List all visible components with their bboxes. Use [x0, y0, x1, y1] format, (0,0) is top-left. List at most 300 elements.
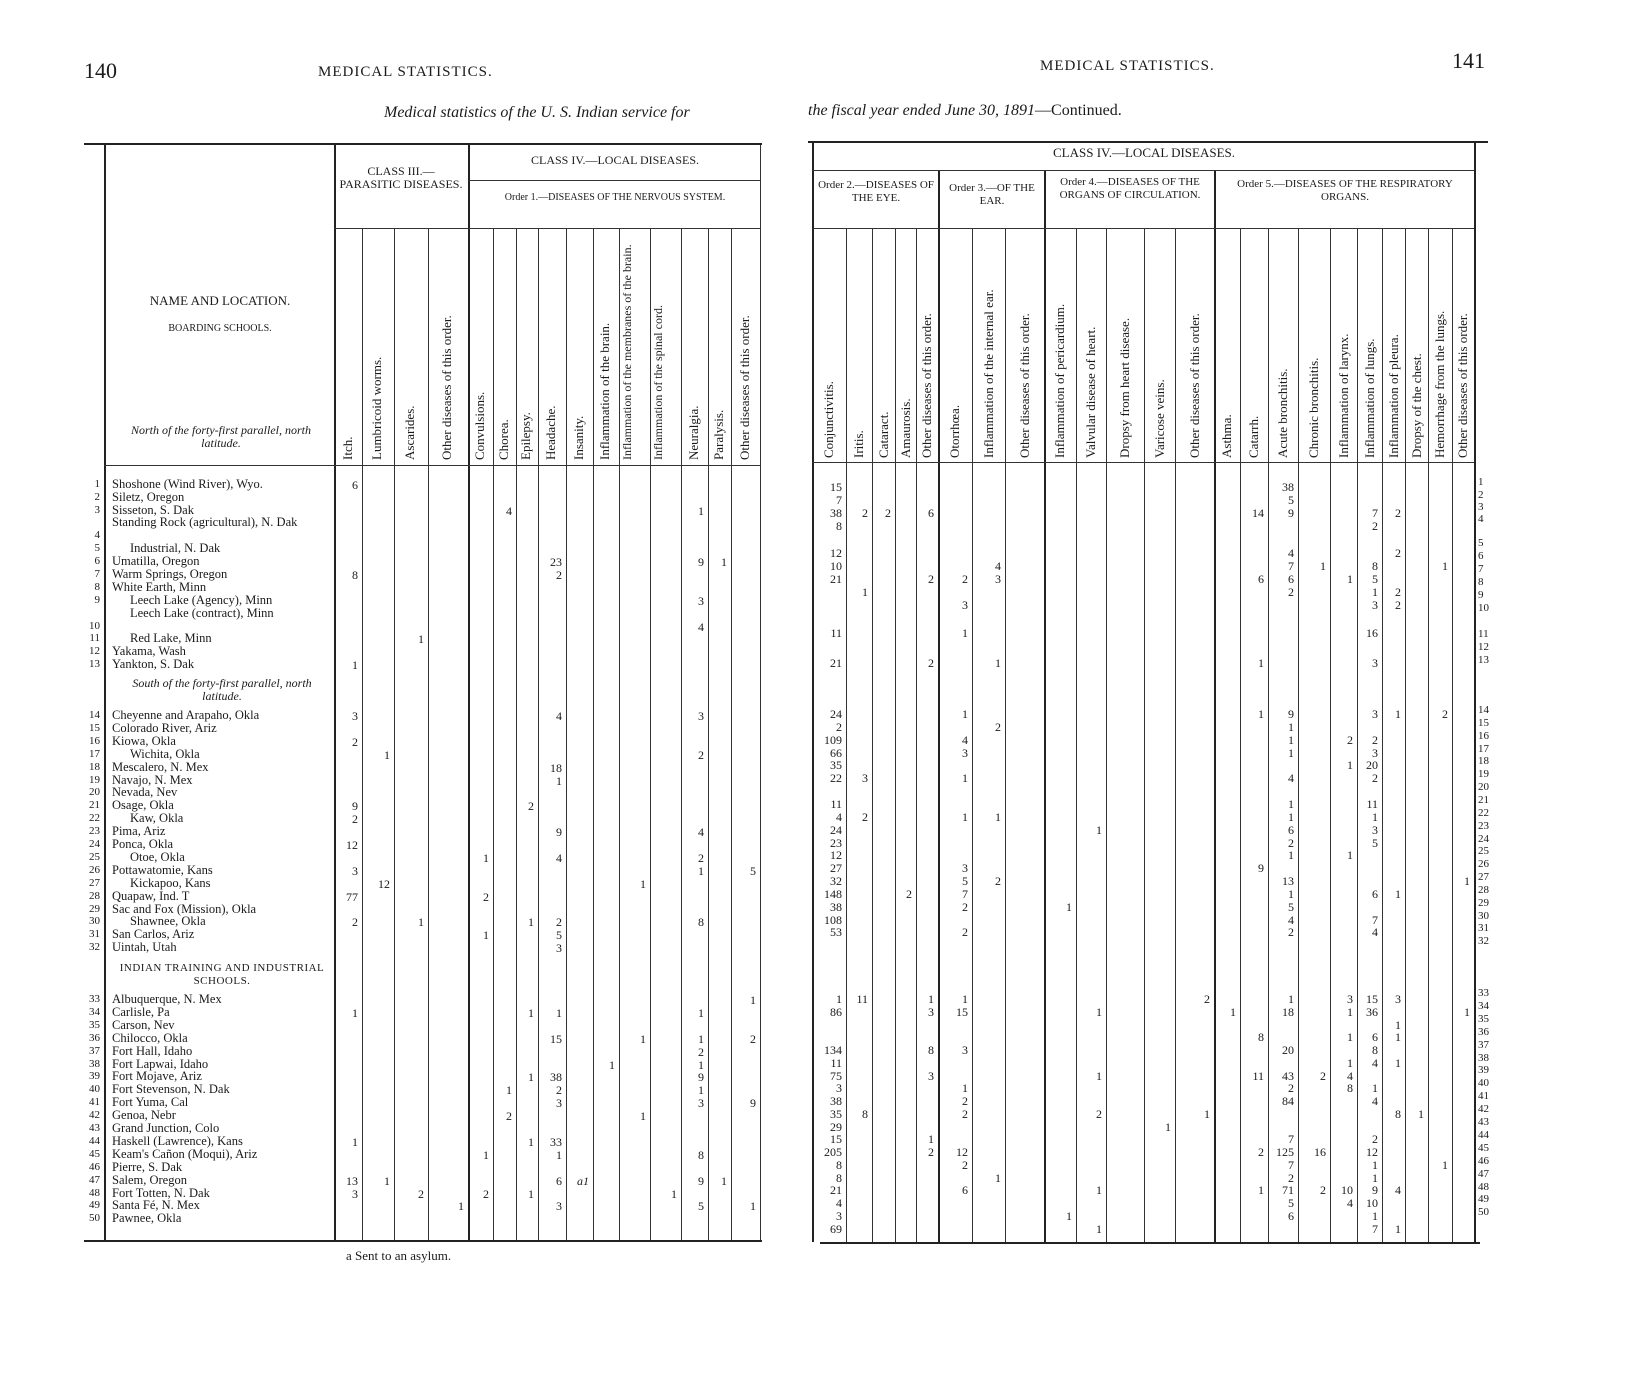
footnote: a Sent to an asylum.	[346, 1248, 452, 1263]
data-cell: 1	[962, 1081, 968, 1096]
data-cell: 15	[830, 480, 842, 494]
data-cell: 2	[995, 719, 1001, 734]
right-row-number: 27	[1478, 871, 1489, 884]
boarding-schools-heading: BOARDING SCHOOLS.	[168, 323, 272, 334]
right-row-number: 44	[1478, 1128, 1489, 1141]
left-column-header: Itch.	[340, 436, 355, 460]
data-cell: 18	[1282, 1004, 1294, 1019]
right-row-number: 39	[1478, 1064, 1489, 1077]
data-cell: 4	[1347, 1068, 1353, 1083]
left-column-header: Inflammation of the membranes of the brain.	[620, 244, 634, 460]
right-row-number: 15	[1478, 716, 1489, 729]
data-cell: 1	[721, 555, 727, 569]
data-cell: 8	[836, 1157, 842, 1172]
right-row-number: 25	[1478, 845, 1489, 858]
right-row-number: 48	[1478, 1180, 1489, 1193]
data-cell: 66	[830, 745, 842, 760]
left-page-number: 140	[84, 58, 117, 83]
data-cell: 29	[830, 1119, 842, 1134]
data-cell: 1	[750, 993, 756, 1007]
data-cell: 1	[640, 876, 646, 891]
school-name: Fort Hall, Idaho	[112, 1043, 193, 1058]
right-row-number: 14	[1478, 704, 1489, 716]
row-number: 10	[89, 620, 100, 632]
data-cell: 20	[1366, 758, 1378, 773]
row-number: 18	[89, 760, 100, 773]
data-cell: 2	[1258, 1145, 1264, 1159]
row-number: 6	[94, 555, 100, 567]
data-cell: 3	[1372, 707, 1378, 721]
left-column-header: Inflammation of the brain.	[597, 322, 612, 460]
right-row-number: 20	[1478, 781, 1489, 794]
data-cell: 2	[556, 1083, 562, 1098]
data-cell: 3	[836, 1081, 842, 1096]
right-row-number: 21	[1478, 793, 1489, 806]
data-cell: 4	[556, 850, 562, 865]
data-cell: 1	[1372, 809, 1378, 824]
school-name: Standing Rock (agricultural), N. Dak	[112, 515, 298, 529]
right-row-number: 36	[1478, 1025, 1489, 1038]
data-cell: 1	[1347, 1055, 1353, 1070]
data-cell: 9	[698, 555, 704, 569]
data-cell: 2	[1442, 707, 1448, 721]
right-column-header: Chronic bronchitis.	[1306, 357, 1321, 458]
data-cell: 2	[836, 719, 842, 734]
data-cell: 4	[1288, 912, 1294, 927]
left-column-header: Other diseases of this order.	[736, 315, 752, 460]
right-row-number: 32	[1478, 935, 1489, 948]
data-cell: 1	[1258, 707, 1264, 721]
school-name: Uintah, Utah	[112, 940, 177, 955]
data-cell: 4	[698, 620, 704, 634]
right-row-number: 30	[1478, 909, 1489, 922]
data-cell: 2	[1320, 1068, 1326, 1083]
school-name: Fort Totten, N. Dak	[112, 1185, 210, 1200]
data-cell: 2	[528, 799, 534, 814]
data-cell: 1	[483, 1147, 489, 1162]
right-row-number: 5	[1478, 537, 1484, 549]
row-number: 17	[89, 747, 100, 760]
data-cell: 11	[1252, 1068, 1264, 1083]
order4-heading: Order 4.—DISEASES OF THE ORGANS OF CIRCULATION.	[1059, 176, 1201, 201]
data-cell: 71	[1282, 1183, 1294, 1198]
school-name: Leech Lake (Agency), Minn	[130, 593, 273, 607]
data-cell: 3	[352, 1186, 358, 1201]
data-cell: 3	[352, 863, 358, 878]
data-cell: 9	[750, 1096, 756, 1111]
data-cell: 3	[1372, 598, 1378, 612]
data-cell: 2	[483, 1186, 489, 1201]
data-cell: 3	[556, 1199, 562, 1214]
row-number: 36	[89, 1031, 100, 1044]
school-name: Santa Fé, N. Mex	[112, 1198, 200, 1213]
data-cell: 6	[352, 478, 358, 492]
data-cell: 9	[1258, 861, 1264, 876]
right-row-number: 9	[1478, 589, 1484, 601]
data-cell: 3	[1372, 745, 1378, 760]
class3-heading: CLASS III.—PARASITIC DISEASES.	[339, 164, 463, 191]
data-cell: 6	[1372, 1030, 1378, 1045]
school-name: Pawnee, Okla	[112, 1211, 182, 1226]
data-cell: 1	[1288, 992, 1294, 1006]
data-cell: 15	[1366, 992, 1378, 1006]
row-number: 12	[89, 645, 100, 657]
right-row-number: 45	[1478, 1141, 1489, 1154]
right-row-number: 29	[1478, 896, 1489, 909]
data-cell: 8	[836, 1170, 842, 1185]
row-number: 29	[89, 902, 100, 915]
data-cell: 2	[1372, 732, 1378, 747]
data-cell: 43	[1282, 1068, 1294, 1083]
left-column-header: Inflammation of the spinal cord.	[651, 305, 665, 460]
data-cell: 2	[1395, 598, 1401, 612]
row-number: 44	[89, 1134, 100, 1147]
right-caption-italic: the fiscal year ended June 30, 1891	[808, 102, 1036, 119]
school-name: Chilocco, Okla	[112, 1030, 188, 1045]
data-cell: 23	[830, 835, 842, 850]
data-cell: 7	[1288, 1157, 1294, 1172]
data-cell: 4	[556, 709, 562, 723]
data-cell: 6	[1288, 1208, 1294, 1223]
school-name: San Carlos, Ariz	[112, 927, 195, 942]
data-cell: 22	[830, 771, 842, 786]
data-cell: 1	[1464, 874, 1470, 889]
school-name: Otoe, Okla	[130, 849, 185, 864]
data-cell: 1	[698, 1083, 704, 1098]
data-cell: 6	[1288, 822, 1294, 837]
data-cell: 1	[556, 1147, 562, 1162]
data-cell: 1	[1372, 585, 1378, 599]
right-column-header: Valvular disease of heart.	[1083, 326, 1098, 458]
row-number: 45	[89, 1147, 100, 1160]
right-column-header: Asthma.	[1219, 414, 1234, 458]
row-number: 14	[89, 709, 100, 721]
data-cell: 2	[352, 915, 358, 930]
left-column-header: Chorea.	[495, 419, 511, 460]
data-cell: 2	[1288, 585, 1294, 599]
data-cell: 1	[1442, 1157, 1448, 1172]
right-row-number: 42	[1478, 1103, 1489, 1116]
row-number: 47	[89, 1173, 100, 1186]
data-cell: 21	[830, 572, 842, 586]
data-cell: 1	[418, 632, 424, 646]
data-cell: 2	[698, 1044, 704, 1059]
data-cell: 2	[1288, 835, 1294, 850]
school-name: Umatilla, Oregon	[112, 554, 200, 568]
right-row-number: 2	[1478, 488, 1484, 501]
data-cell: 3	[1372, 822, 1378, 837]
data-cell: 23	[550, 555, 562, 569]
row-number: 22	[89, 812, 100, 825]
data-cell: 4	[962, 732, 968, 747]
data-cell: 2	[1395, 585, 1401, 599]
data-cell: 1	[1395, 1017, 1401, 1032]
data-cell: 7	[962, 886, 968, 901]
school-name: Wichita, Okla	[130, 746, 200, 761]
right-caption-continued: —Continued.	[1035, 102, 1122, 119]
right-column-header: Amaurosis.	[897, 398, 913, 458]
right-row-number: 10	[1478, 602, 1489, 614]
data-cell: 3	[1395, 992, 1401, 1006]
right-row-number: 47	[1478, 1167, 1489, 1180]
data-cell: 13	[1282, 874, 1294, 889]
data-cell: 1	[528, 1186, 534, 1201]
right-row-number: 11	[1478, 628, 1489, 640]
right-row-number: 24	[1478, 832, 1489, 845]
data-cell: 12	[346, 838, 358, 852]
left-column-header: Epilepsy.	[518, 412, 533, 460]
data-cell: 4	[1288, 546, 1294, 560]
data-cell: 5	[750, 863, 756, 878]
north-parallel-heading: North of the forty-first parallel, north latitude.	[130, 423, 311, 450]
data-cell: 2	[1288, 1081, 1294, 1096]
data-cell: 8	[862, 1106, 868, 1121]
data-cell: 2	[418, 1186, 424, 1201]
data-cell: 4	[995, 559, 1001, 573]
data-cell: 109	[824, 732, 842, 747]
data-cell: 1	[418, 915, 424, 930]
data-cell: 38	[830, 899, 842, 914]
right-row-number: 4	[1478, 513, 1484, 525]
data-cell: 8	[1372, 559, 1378, 573]
right-row-number: 31	[1478, 922, 1489, 935]
school-name: Ponca, Okla	[112, 837, 174, 851]
school-name: Yankton, S. Dak	[112, 657, 195, 671]
data-cell: 5	[962, 874, 968, 889]
data-cell: 8	[1347, 1081, 1353, 1096]
right-row-number: 17	[1478, 742, 1489, 755]
data-cell: 35	[830, 1106, 842, 1121]
row-number: 7	[94, 568, 100, 580]
data-cell: 24	[830, 822, 842, 837]
data-cell: 1	[1464, 1004, 1470, 1019]
data-cell: 9	[1372, 1183, 1378, 1198]
data-cell: 8	[698, 1147, 704, 1162]
right-row-number: 22	[1478, 806, 1489, 819]
right-row-number: 6	[1478, 550, 1484, 562]
data-cell: 7	[1372, 912, 1378, 927]
data-cell: 1	[1204, 1106, 1210, 1121]
data-cell: 12	[830, 848, 842, 863]
data-cell: 2	[962, 1094, 968, 1108]
data-cell: 11	[830, 626, 842, 640]
data-cell: 3	[1347, 992, 1353, 1006]
data-cell: 16	[1366, 626, 1378, 640]
data-cell: 33	[550, 1134, 562, 1149]
data-cell: 1	[1288, 745, 1294, 760]
right-row-number: 43	[1478, 1116, 1489, 1128]
data-cell: 11	[830, 796, 842, 811]
row-number: 21	[89, 799, 100, 812]
row-number: 25	[89, 850, 100, 863]
school-name: Cheyenne and Arapaho, Okla	[112, 708, 260, 722]
data-cell: 4	[698, 825, 704, 840]
data-cell: 1	[458, 1199, 464, 1214]
data-cell: 3	[1372, 656, 1378, 670]
data-cell: 1	[671, 1186, 677, 1201]
data-cell: 2	[1395, 505, 1401, 520]
data-cell: 38	[830, 1094, 842, 1108]
data-cell: 10	[1366, 1196, 1378, 1210]
right-column-header: Hemorrhage from the lungs.	[1432, 310, 1447, 458]
left-caption: Medical statistics of the U. S. Indian service for	[384, 104, 690, 121]
data-cell: 1	[609, 1057, 615, 1072]
data-cell: 1	[1347, 848, 1353, 863]
row-number: 24	[89, 838, 100, 850]
row-number: 30	[89, 915, 100, 928]
data-cell: 1	[1288, 886, 1294, 901]
school-name: Siletz, Oregon	[112, 489, 185, 504]
data-cell: 1	[962, 707, 968, 721]
data-cell: 12	[378, 876, 390, 891]
right-column-header: Conjunctivitis.	[821, 381, 836, 458]
data-cell: 1	[1395, 707, 1401, 721]
data-cell: 1	[1320, 559, 1326, 573]
order2-heading: Order 2.—DISEASES OF THE EYE.	[818, 179, 934, 204]
data-cell: 3	[995, 572, 1001, 586]
school-name: Shawnee, Okla	[130, 914, 206, 929]
data-cell: 1	[750, 1199, 756, 1214]
right-row-number: 37	[1478, 1038, 1489, 1051]
data-cell: 12	[1366, 1145, 1378, 1159]
row-number: 39	[89, 1070, 100, 1083]
school-name: Sisseton, S. Dak	[112, 502, 194, 517]
right-column-header: Dropsy of the chest.	[1408, 353, 1424, 458]
data-cell: 2	[885, 505, 891, 520]
data-cell: 1	[962, 992, 968, 1006]
row-number: 31	[89, 928, 100, 941]
data-cell: 1	[1347, 758, 1353, 773]
row-number: 37	[89, 1044, 100, 1057]
data-cell: 21	[830, 1183, 842, 1198]
data-cell: 10	[1341, 1183, 1353, 1198]
school-name: Carlisle, Pa	[112, 1004, 170, 1019]
right-row-number: 19	[1478, 768, 1489, 781]
left-column-header: Insanity.	[570, 415, 586, 460]
data-cell: 2	[962, 1106, 968, 1121]
data-cell: 4	[1395, 1183, 1401, 1198]
data-cell: 6	[962, 1183, 968, 1198]
school-name: Industrial, N. Dak	[130, 541, 221, 555]
data-cell: 1	[1230, 1004, 1236, 1019]
data-cell: 2	[698, 747, 704, 762]
row-number: 19	[89, 773, 100, 786]
right-column-header: Dropsy from heart disease.	[1117, 317, 1132, 458]
data-cell: 1	[384, 747, 390, 762]
school-name: Carson, Nev	[112, 1017, 175, 1032]
school-name: Fort Yuma, Cal	[112, 1095, 189, 1110]
data-cell: 32	[830, 874, 842, 889]
right-running-head: MEDICAL STATISTICS.	[1040, 58, 1215, 74]
data-cell: 1	[1372, 1170, 1378, 1185]
data-cell: 2	[352, 734, 358, 749]
right-row-number: 13	[1478, 654, 1489, 666]
data-cell: 9	[698, 1173, 704, 1188]
data-cell: 14	[1252, 505, 1264, 520]
data-cell: 3	[962, 861, 968, 876]
data-cell: 3	[698, 709, 704, 723]
data-cell: 1	[1288, 732, 1294, 747]
right-row-number: 50	[1478, 1206, 1489, 1219]
left-column-header: Paralysis.	[710, 409, 726, 460]
row-number: 13	[89, 658, 100, 670]
data-cell: 10	[830, 559, 842, 573]
data-cell: 2	[352, 812, 358, 827]
data-cell: 1	[1258, 656, 1264, 670]
data-cell: 8	[836, 519, 842, 533]
data-cell: 2	[1096, 1106, 1102, 1121]
data-cell: 5	[1372, 572, 1378, 586]
data-cell: 1	[528, 1005, 534, 1020]
right-row-number: 12	[1478, 641, 1489, 653]
order1-heading: Order 1.—DISEASES OF THE NERVOUS SYSTEM.	[504, 192, 726, 203]
right-row-number: 49	[1478, 1193, 1489, 1206]
row-number: 40	[89, 1083, 100, 1096]
data-cell: 2	[862, 505, 868, 520]
data-cell: 86	[830, 1004, 842, 1019]
school-name: Haskell (Lawrence), Kans	[112, 1133, 243, 1148]
data-cell: 2	[1347, 732, 1353, 747]
school-name: Pottawatomie, Kans	[112, 862, 213, 877]
row-number: 15	[89, 721, 100, 734]
data-cell: 3	[928, 1068, 934, 1083]
data-cell: 11	[1366, 796, 1378, 811]
school-name: Yakama, Wash	[112, 644, 186, 658]
school-name: Salem, Oregon	[112, 1172, 187, 1187]
data-cell: 1	[1288, 796, 1294, 811]
row-number: 50	[89, 1212, 100, 1225]
row-number: 41	[89, 1096, 100, 1109]
data-cell: 1	[1096, 822, 1102, 837]
right-caption	[808, 102, 1122, 120]
data-cell: 1	[528, 1134, 534, 1149]
data-cell: 27	[830, 861, 842, 876]
data-cell: 2	[1372, 1132, 1378, 1147]
data-cell: 1	[483, 928, 489, 943]
right-column-header: Catarrh.	[1246, 415, 1261, 458]
data-cell: 1	[556, 1005, 562, 1020]
data-cell: 11	[830, 1055, 842, 1070]
data-cell: 53	[830, 925, 842, 940]
data-cell: 8	[352, 568, 358, 582]
data-cell: 1	[698, 503, 704, 518]
data-cell: 6	[556, 1173, 562, 1188]
data-cell: 2	[1288, 1170, 1294, 1185]
row-number: 3	[94, 503, 100, 516]
row-number: 34	[89, 1005, 100, 1018]
right-column-header: Inflammation of larynx.	[1335, 333, 1351, 458]
school-name: Navajo, N. Mex	[112, 772, 193, 787]
data-cell: 6	[1372, 886, 1378, 901]
data-cell: 9	[556, 825, 562, 840]
row-number: 43	[89, 1122, 100, 1134]
row-number: 26	[89, 863, 100, 876]
right-row-number: 7	[1478, 563, 1484, 575]
data-cell: 7	[836, 492, 842, 507]
row-number: 1	[94, 478, 100, 490]
data-cell: 4	[836, 809, 842, 824]
data-cell: 1	[721, 1173, 727, 1188]
data-cell: 1	[1442, 559, 1448, 573]
right-column-header: Other diseases of this order.	[1186, 313, 1202, 458]
data-cell: 7	[1372, 505, 1378, 520]
data-cell: 1	[1372, 1208, 1378, 1223]
right-column-header: Inflammation of pericardium.	[1052, 303, 1067, 458]
data-cell: 1	[640, 1031, 646, 1046]
data-cell: 9	[1288, 707, 1294, 721]
school-name: Nevada, Nev	[112, 785, 178, 800]
data-cell: 7	[1288, 1132, 1294, 1147]
